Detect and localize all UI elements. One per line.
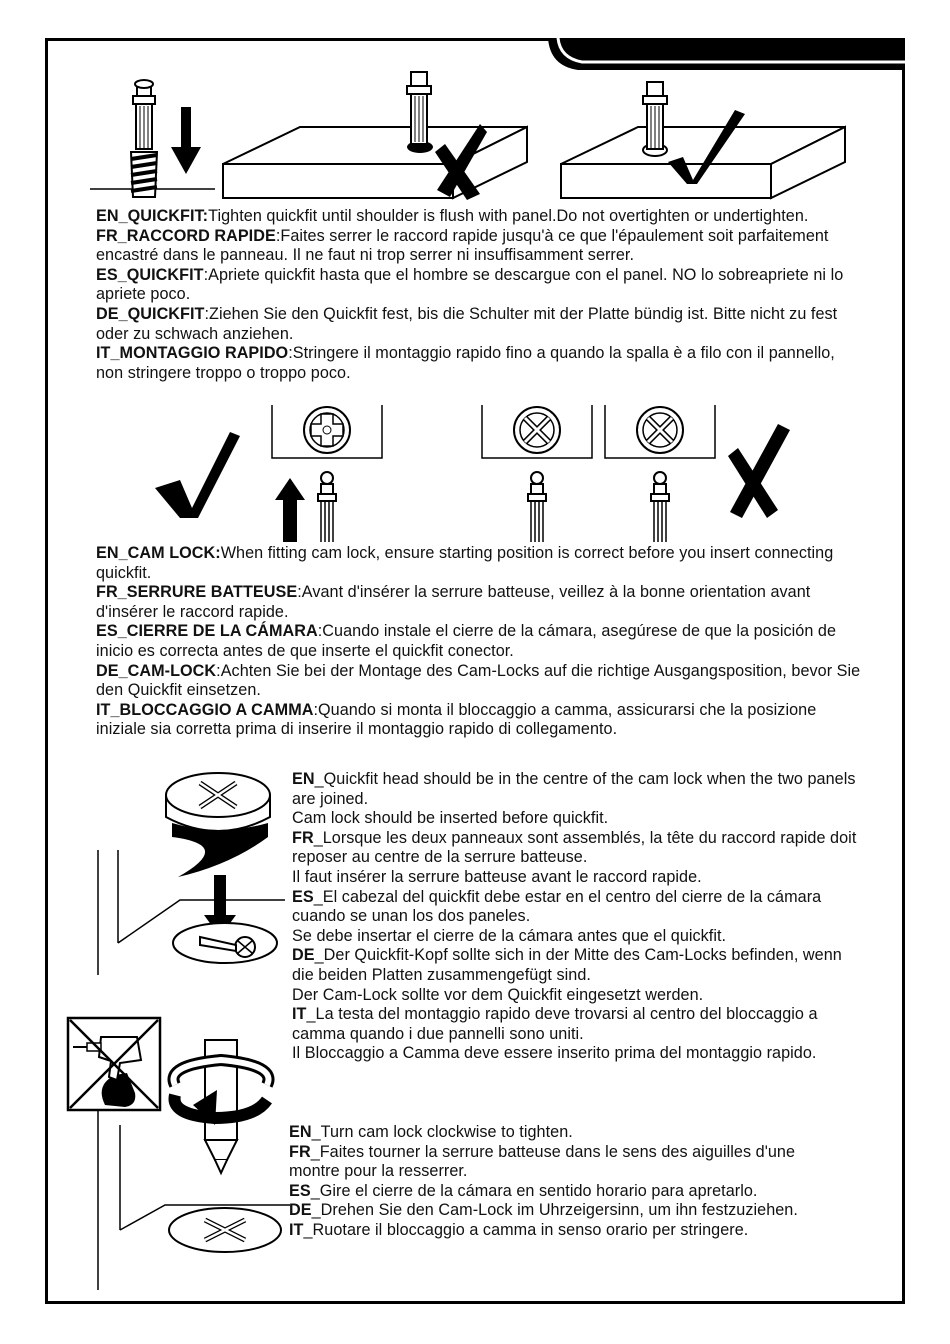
quickfit-screw-icon (651, 472, 669, 542)
centre-de: DE_Der Quickfit-Kopf sollte sich in der Mitte des Cam-Locks befinden, wenn die beiden Platten zusammengefügt sind. (292, 946, 842, 984)
centre-es: ES_El cabezal del quickfit debe estar en el centro del cierre de la cámara cuando se unan los dos paneles. (292, 887, 822, 926)
quickfit-it: IT_MONTAGGIO RAPIDO:Stringere il montaggio rapido fino a quando la spalla è a filo con il pannello, non stringere troppo o troppo poco. (96, 344, 835, 382)
camlock-de: DE_CAM-LOCK:Achten Sie bei der Montage des Cam-Locks auf die richtige Ausgangsposition, bevor Sie den Quickfit einsetzen. (96, 661, 861, 700)
no-drill-icon (68, 1018, 160, 1110)
turn-en: EN_Turn cam lock clockwise to tighten. (289, 1123, 573, 1141)
panel-hole (118, 900, 285, 963)
quickfit-en: EN_QUICKFIT:Tighten quickfit until shoulder is flush with panel.Do not overtighten or undertighten. (96, 207, 809, 225)
camlock-en: EN_CAM LOCK:When fitting cam lock, ensure starting position is correct before you insert connecting quickfit. (96, 544, 834, 582)
turn-it: IT_Ruotare il bloccaggio a camma in senso orario per stringere. (289, 1220, 749, 1239)
camlock-fr: FR_SERRURE BATTEUSE:Avant d'insérer la serrure batteuse, veillez à la bonne orientation avant d'insérer le raccord rapide. (96, 583, 811, 621)
quickfit-instructions (96, 207, 866, 383)
turn-de: DE_Drehen Sie den Cam-Lock im Uhrzeigersinn, um ihn festzuziehen. (289, 1201, 798, 1220)
centre-instructions: EN_Quickfit head should be in the centre of the cam lock when the two panels are joined. Cam lock should be inserted before quickfit. FR_Lorsque les deux panneaux sont assemblés, la tête du raccord rapide doit reposer au centre de la serrure batteuse. Il faut insérer la serrure batteuse avant le raccord rapide. ES_El cabezal del quickfit debe estar en el centro del cierre de la cámara cuando se unan los dos paneles. Se debe insertar el cierre de la cámara antes que el quickfit. DE_Der Quickfit-Kopf sollte sich in der Mitte des Cam-Locks befinden, wenn die beiden Platten zusammengefügt sind. Der Cam-Lock sollte vor dem Quickfit eingesetzt werden. IT_La testa del montaggio rapido deve trovarsi al centro del bloccaggio a camma quando i due pannelli sono uniti. Il Bloccaggio a Camma deve essere inserito prima del montaggio rapido. (292, 770, 862, 1064)
quickfit-screw-icon (528, 472, 546, 542)
camlock-turn-illustration (65, 1015, 290, 1290)
panel-correct (561, 82, 845, 198)
quickfit-screw-icon (318, 472, 336, 542)
quickfit-illustration (85, 62, 885, 207)
check-mark-icon (155, 432, 240, 518)
turn-instructions (289, 1123, 849, 1241)
centre-it: IT_La testa del montaggio rapido deve trovarsi al centro del bloccaggio a camma quando i due pannelli sono uniti. (292, 1005, 818, 1043)
camlock-correct (272, 405, 382, 458)
camlock-orientation-illustration (150, 400, 800, 545)
quickfit-screw-icon (90, 80, 215, 197)
camlock-wrong-1 (482, 405, 592, 458)
centre-en: EN_Quickfit head should be in the centre of the cam lock when the two panels are joined. (292, 770, 856, 808)
camlock-icon (166, 773, 270, 877)
down-arrow-icon (171, 107, 201, 174)
quickfit-fr: FR_RACCORD RAPIDE:Faites serrer le raccord rapide jusqu'à ce que l'épaulement soit parfaitement encastré dans le panneau. Il ne faut ni trop serrer ni insuffisamment serrer. (96, 226, 829, 265)
camlock-it: IT_BLOCCAGGIO A CAMMA:Quando si monta il bloccaggio a camma, assicurarsi che la posizione iniziale sia corretta prima di inserire il montaggio rapido di collegamento. (96, 700, 817, 739)
camlock-insert-illustration (60, 765, 285, 975)
panel-hole (120, 1205, 290, 1252)
camlock-instructions (96, 544, 866, 740)
quickfit-es: ES_QUICKFIT:Apriete quickfit hasta que el hombre se descargue con el panel. NO lo sobreapriete ni lo apriete poco. (96, 265, 844, 304)
turn-es: ES_Gire el cierre de la cámara en sentido horario para apretarlo. (289, 1181, 758, 1200)
centre-fr: FR_Lorsque les deux panneaux sont assemblés, la tête du raccord rapide doit reposer au centre de la serrure batteuse. (292, 828, 857, 867)
camlock-es: ES_CIERRE DE LA CÁMARA:Cuando instale el cierre de la cámara, asegúrese de que la posición de inicio es correcta antes de que inserte el quickfit conector. (96, 622, 837, 660)
quickfit-de: DE_QUICKFIT:Ziehen Sie den Quickfit fest, bis die Schulter mit der Platte bündig ist. Bitte nicht zu fest oder zu schwach anziehen. (96, 304, 838, 343)
cross-mark-icon (728, 424, 790, 518)
up-arrow-icon (275, 478, 305, 542)
camlock-wrong-2 (605, 405, 715, 458)
turn-fr: FR_Faites tourner la serrure batteuse dans le sens des aiguilles d'une montre pour la resserrer. (289, 1142, 795, 1181)
